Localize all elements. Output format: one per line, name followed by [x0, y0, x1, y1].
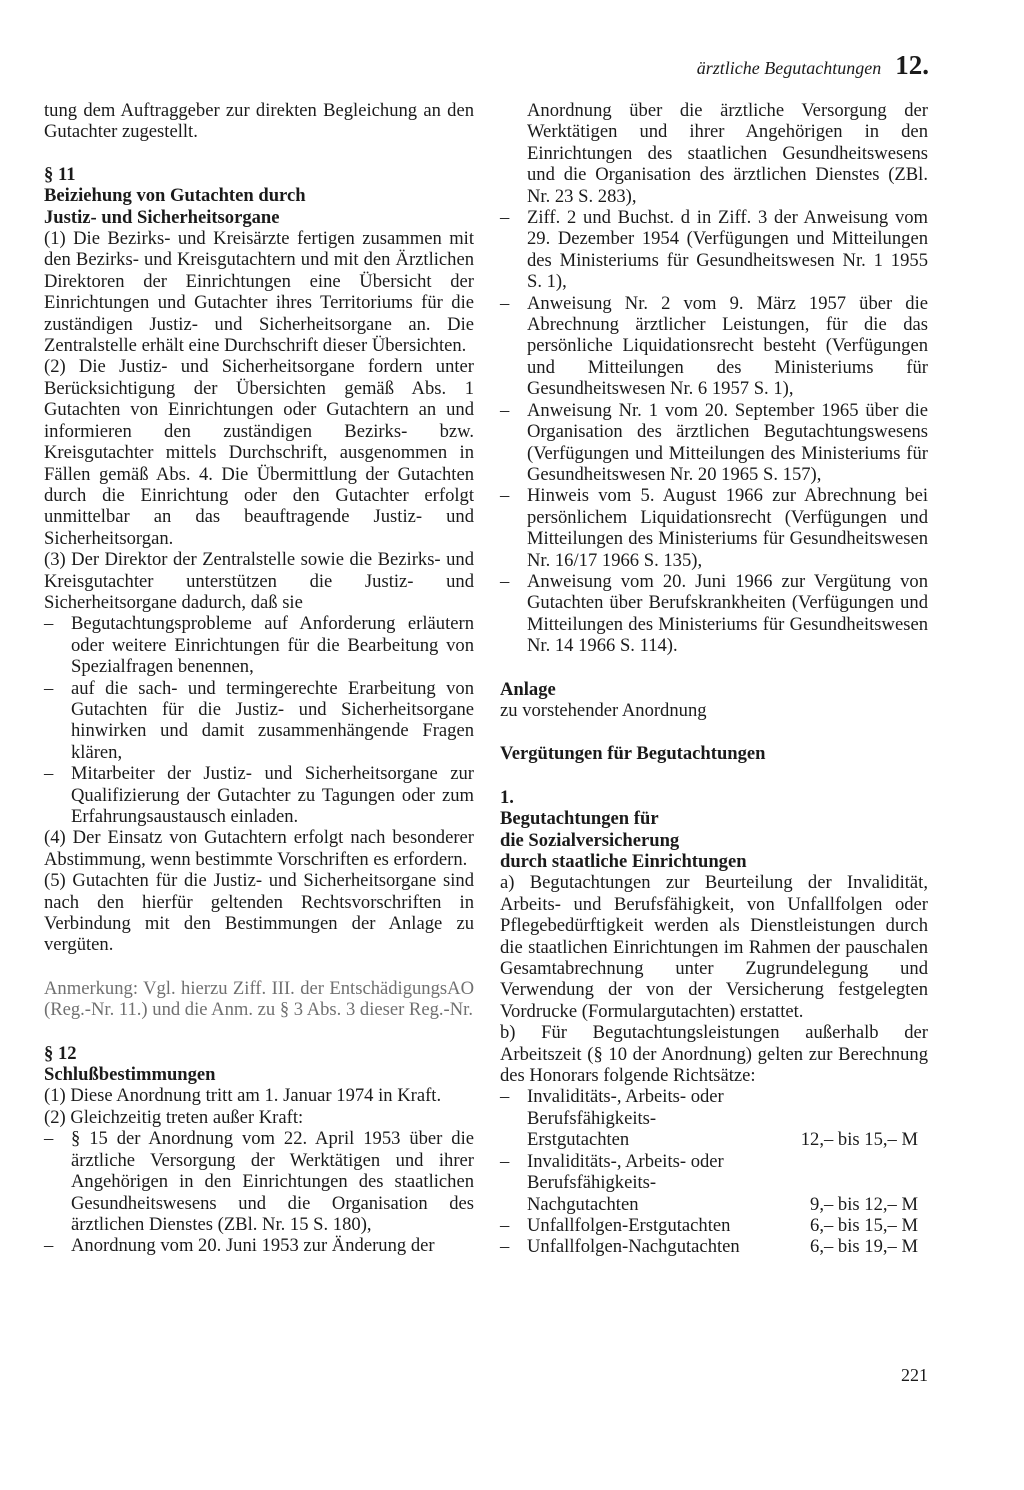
list-item-text: Anweisung Nr. 1 vom 20. September 1965 über die Organisation des ärztlichen Begutachtungswesens (Verfügungen und Mitteilungen des Ministeriums für Gesundheitswesen Nr. 20 1965 S. 157),: [527, 399, 928, 485]
list-item-text: Ziff. 2 und Buchst. d in Ziff. 3 der Anweisung vom 29. Dezember 1954 (Verfügungen und Mitteilungen des Ministeriums für Gesundheitswesen Nr. 1 1955 S. 1),: [527, 207, 928, 293]
page-number: 221: [901, 1365, 928, 1385]
list-item: – Anordnung vom 20. Juni 1953 zur Änderung der: [44, 1235, 474, 1256]
rate-row: – Invaliditäts-, Arbeits- oder Berufsfähigkeits-Nachgutachten 9,– bis 12,– M: [500, 1151, 928, 1215]
right-column: [500, 100, 928, 1258]
list-item: – § 15 der Anordnung vom 22. April 1953 über die ärztliche Versorgung der Werktätigen und ihrer Angehörigen in den Einrichtungen des staatlichen Gesundheitswesens und die Organisation des ärztlichen Dienstes (ZBl. Nr. 15 S. 180),: [44, 1128, 474, 1235]
list-item: – Anweisung vom 20. Juni 1966 zur Vergütung von Gutachten über Berufskrankheiten (Verfügungen und Mitteilungen des Ministeriums für Gesundheitswesen Nr. 14 1966 S. 114).: [500, 570, 928, 657]
list-item-text: Anweisung Nr. 2 vom 9. März 1957 über die Abrechnung ärztlicher Leistungen, für die das persönliche Liquidationsrecht besteht (Verfügungen und Mitteilungen des Ministeriums für Gesundheitswesen Nr. 6 1957 S. 1),: [527, 292, 928, 400]
list-item: – Anweisung Nr. 1 vom 20. September 1965 über die Organisation des ärztlichen Begutachtungswesens (Verfügungen und Mitteilungen des Ministeriums für Gesundheitswesen Nr. 20 1965 S. 157),: [500, 399, 928, 485]
section-12-para-1: (1) Diese Anordnung tritt am 1. Januar 1974 in Kraft.: [44, 1085, 442, 1107]
list-item-text: Anordnung vom 20. Juni 1953 zur Änderung der: [71, 1235, 435, 1257]
list-item: – Mitarbeiter der Justiz- und Sicherheitsorgane zur Qualifizierung der Gutachter zu Tagungen oder zum Erfahrungsaustausch einladen.: [44, 763, 474, 827]
list-item-text: Begutachtungsprobleme auf Anforderung erläutern oder weitere Einrichtungen für die Bearbeitung von Spezialfragen benennen,: [71, 613, 474, 678]
fees-section-1-title-line1: Begutachtungen für: [500, 808, 659, 830]
running-head-title: ärztliche Begutachtungen: [696, 58, 882, 78]
appendix-heading: Anlage: [500, 678, 556, 700]
fees-section-1-title-line2: die Sozialversicherung: [500, 829, 680, 851]
intro-paragraph: tung dem Auftraggeber zur direkten Begleichung an den Gutachter zugestellt.: [44, 100, 474, 143]
section-12-number: § 12: [44, 1042, 77, 1064]
rate-amount: 12,– bis 15,– M: [800, 1129, 918, 1151]
list-item-text: Hinweis vom 5. August 1966 zur Abrechnung bei persönlichem Liquidationsrecht (Verfügungen und Mitteilungen des Ministeriums für Gesundheitswesen Nr. 16/17 1966 S. 135),: [527, 485, 928, 571]
fees-para-b: b) Für Begutachtungsleistungen außerhalb der Arbeitszeit (§ 10 der Anordnung) gelten zur Berechnung des Honorars folgende Richtsätze:: [500, 1022, 928, 1087]
list-item: – Begutachtungsprobleme auf Anforderung erläutern oder weitere Einrichtungen für die Bearbeitung von Spezialfragen benennen,: [44, 613, 474, 678]
list-item: – Anweisung Nr. 2 vom 9. März 1957 über die Abrechnung ärztlicher Leistungen, für die das persönliche Liquidationsrecht besteht (Verfügungen und Mitteilungen des Ministeriums für Gesundheitswesen Nr. 6 1957 S. 1),: [500, 292, 928, 400]
fees-para-a: a) Begutachtungen zur Beurteilung der Invalidität, Arbeits- und Berufsfähigkeit, von Unfallfolgen oder Pflegebedürftigkeit werden als Dienstleistungen durch die staatlichen Einrichtungen im Rahmen der pauschalen Gesamtabrechnung unter Zugrundelegung und Verwendung der von der Versicherung festgelegten Vordrucke (Formulargutachten) erstattet.: [500, 872, 928, 1022]
rate-label: Unfallfolgen-Erstgutachten: [527, 1214, 731, 1236]
fees-section-1-title-line3: durch staatliche Einrichtungen: [500, 851, 747, 872]
list-item-text: § 15 der Anordnung vom 22. April 1953 über die ärztliche Versorgung der Werktätigen und ihrer Angehörigen in den Einrichtungen des staatlichen Gesundheitswesens und die Organisation des ärztlichen Dienstes (ZBl. Nr. 15 S. 180),: [71, 1128, 474, 1235]
rate-row: – Invaliditäts-, Arbeits- oder Berufsfähigkeits-Erstgutachten 12,– bis 15,– M: [500, 1086, 928, 1150]
rate-label: Invaliditäts-, Arbeits- oder Berufsfähigkeits-Nachgutachten: [527, 1150, 724, 1215]
section-11-para-5: (5) Gutachten für die Justiz- und Sicherheitsorgane sind nach den hierfür geltenden Rechtsvorschriften in Verbindung mit den Bestimmungen der Anlage zu vergüten.: [44, 870, 474, 956]
rate-amount: 9,– bis 12,– M: [810, 1193, 918, 1215]
editor-note: Anmerkung: Vgl. hierzu Ziff. III. der EntschädigungsAO (Reg.-Nr. 11.) und die Anm. zu § 3 Abs. 3 dieser Reg.-Nr.: [44, 977, 474, 1021]
list-item: – Hinweis vom 5. August 1966 zur Abrechnung bei persönlichem Liquidationsrecht (Verfügungen und Mitteilungen des Ministeriums für Gesundheitswesen Nr. 16/17 1966 S. 135),: [500, 485, 928, 571]
rate-label: Unfallfolgen-Nachgutachten: [527, 1236, 740, 1258]
running-head: [697, 50, 929, 81]
list-item-continued: [500, 100, 928, 207]
left-column: [44, 100, 474, 1257]
rate-amount: 6,– bis 19,– M: [810, 1236, 918, 1258]
list-item-text: Anweisung vom 20. Juni 1966 zur Vergütung von Gutachten über Berufskrankheiten (Verfügungen und Mitteilungen des Ministeriums für Gesundheitswesen Nr. 14 1966 S. 114).: [527, 570, 928, 657]
section-12-title: Schlußbestimmungen: [44, 1064, 216, 1086]
rate-label: Invaliditäts-, Arbeits- oder Berufsfähigkeits-Erstgutachten: [527, 1086, 724, 1151]
list-item-text: Mitarbeiter der Justiz- und Sicherheitsorgane zur Qualifizierung der Gutachter zu Tagungen oder zum Erfahrungsaustausch einladen.: [71, 763, 474, 827]
list-item-text: Anordnung über die ärztliche Versorgung der Werktätigen und ihrer Angehörigen in den Einrichtungen des staatlichen Gesundheitswesens und die Organisation des ärztlichen Dienstes (ZBl. Nr. 23 S. 283),: [527, 100, 928, 207]
list-item: – Ziff. 2 und Buchst. d in Ziff. 3 der Anweisung vom 29. Dezember 1954 (Verfügungen und Mitteilungen des Ministeriums für Gesundheitswesen Nr. 1 1955 S. 1),: [500, 207, 928, 293]
chapter-number: 12.: [895, 50, 929, 80]
rate-row: – Unfallfolgen-Nachgutachten 6,– bis 19,– M: [500, 1236, 928, 1257]
section-11-number: § 11: [44, 163, 76, 185]
appendix-subtitle: zu vorstehender Anordnung: [500, 699, 707, 721]
section-11-title-line2: Justiz- und Sicherheitsorgane: [44, 206, 280, 228]
list-item: – auf die sach- und termingerechte Erarbeitung von Gutachten für die Justiz- und Sicherheitsorgane hinwirken und damit zusammenhängende Fragen klären,: [44, 677, 474, 763]
section-12-para-2: (2) Gleichzeitig treten außer Kraft:: [44, 1106, 304, 1128]
section-11-para-3: (3) Der Direktor der Zentralstelle sowie die Bezirks- und Kreisgutachter unterstützen die Justiz- und Sicherheitsorgane dadurch, daß sie: [44, 549, 474, 613]
section-11-title-line1: Beiziehung von Gutachten durch: [44, 185, 306, 207]
section-11-para-1: (1) Die Bezirks- und Kreisärzte fertigen zusammen mit den Bezirks- und Kreisgutachtern und mit den Ärztlichen Direktoren der Einrichtungen eine Übersicht der Einrichtungen und Gutachter ihres Territoriums für die zuständigen Justiz- und Sicherheitsorgane an. Die Zentralstelle erhält eine Durchschrift dieser Übersichten.: [44, 228, 474, 357]
fees-section-1-number: 1.: [500, 786, 514, 808]
rate-row: – Unfallfolgen-Erstgutachten 6,– bis 15,– M: [500, 1215, 928, 1236]
section-11-para-4: (4) Der Einsatz von Gutachtern erfolgt nach besonderer Abstimmung, wenn bestimmte Vorschriften es erfordern.: [44, 827, 474, 870]
list-item-text: auf die sach- und termingerechte Erarbeitung von Gutachten für die Justiz- und Sicherheitsorgane hinwirken und damit zusammenhängende Fragen klären,: [71, 677, 474, 763]
fees-heading: Vergütungen für Begutachtungen: [500, 743, 766, 765]
section-11-para-2: (2) Die Justiz- und Sicherheitsorgane fordern unter Berücksichtigung der Übersichten gemäß Abs. 1 Gutachten von Einrichtungen oder Gutachtern an und informieren den zuständigen Bezirks- bzw. Kreisgutachter mittels Durchschrift, ausgenommen in Fällen gemäß Abs. 4. Die Übermittlung der Gutachten durch die Einrichtung oder den Gutachter erfolgt unmittelbar an das beauftragende Justiz- und Sicherheitsorgan.: [44, 356, 474, 549]
rate-amount: 6,– bis 15,– M: [810, 1214, 918, 1236]
